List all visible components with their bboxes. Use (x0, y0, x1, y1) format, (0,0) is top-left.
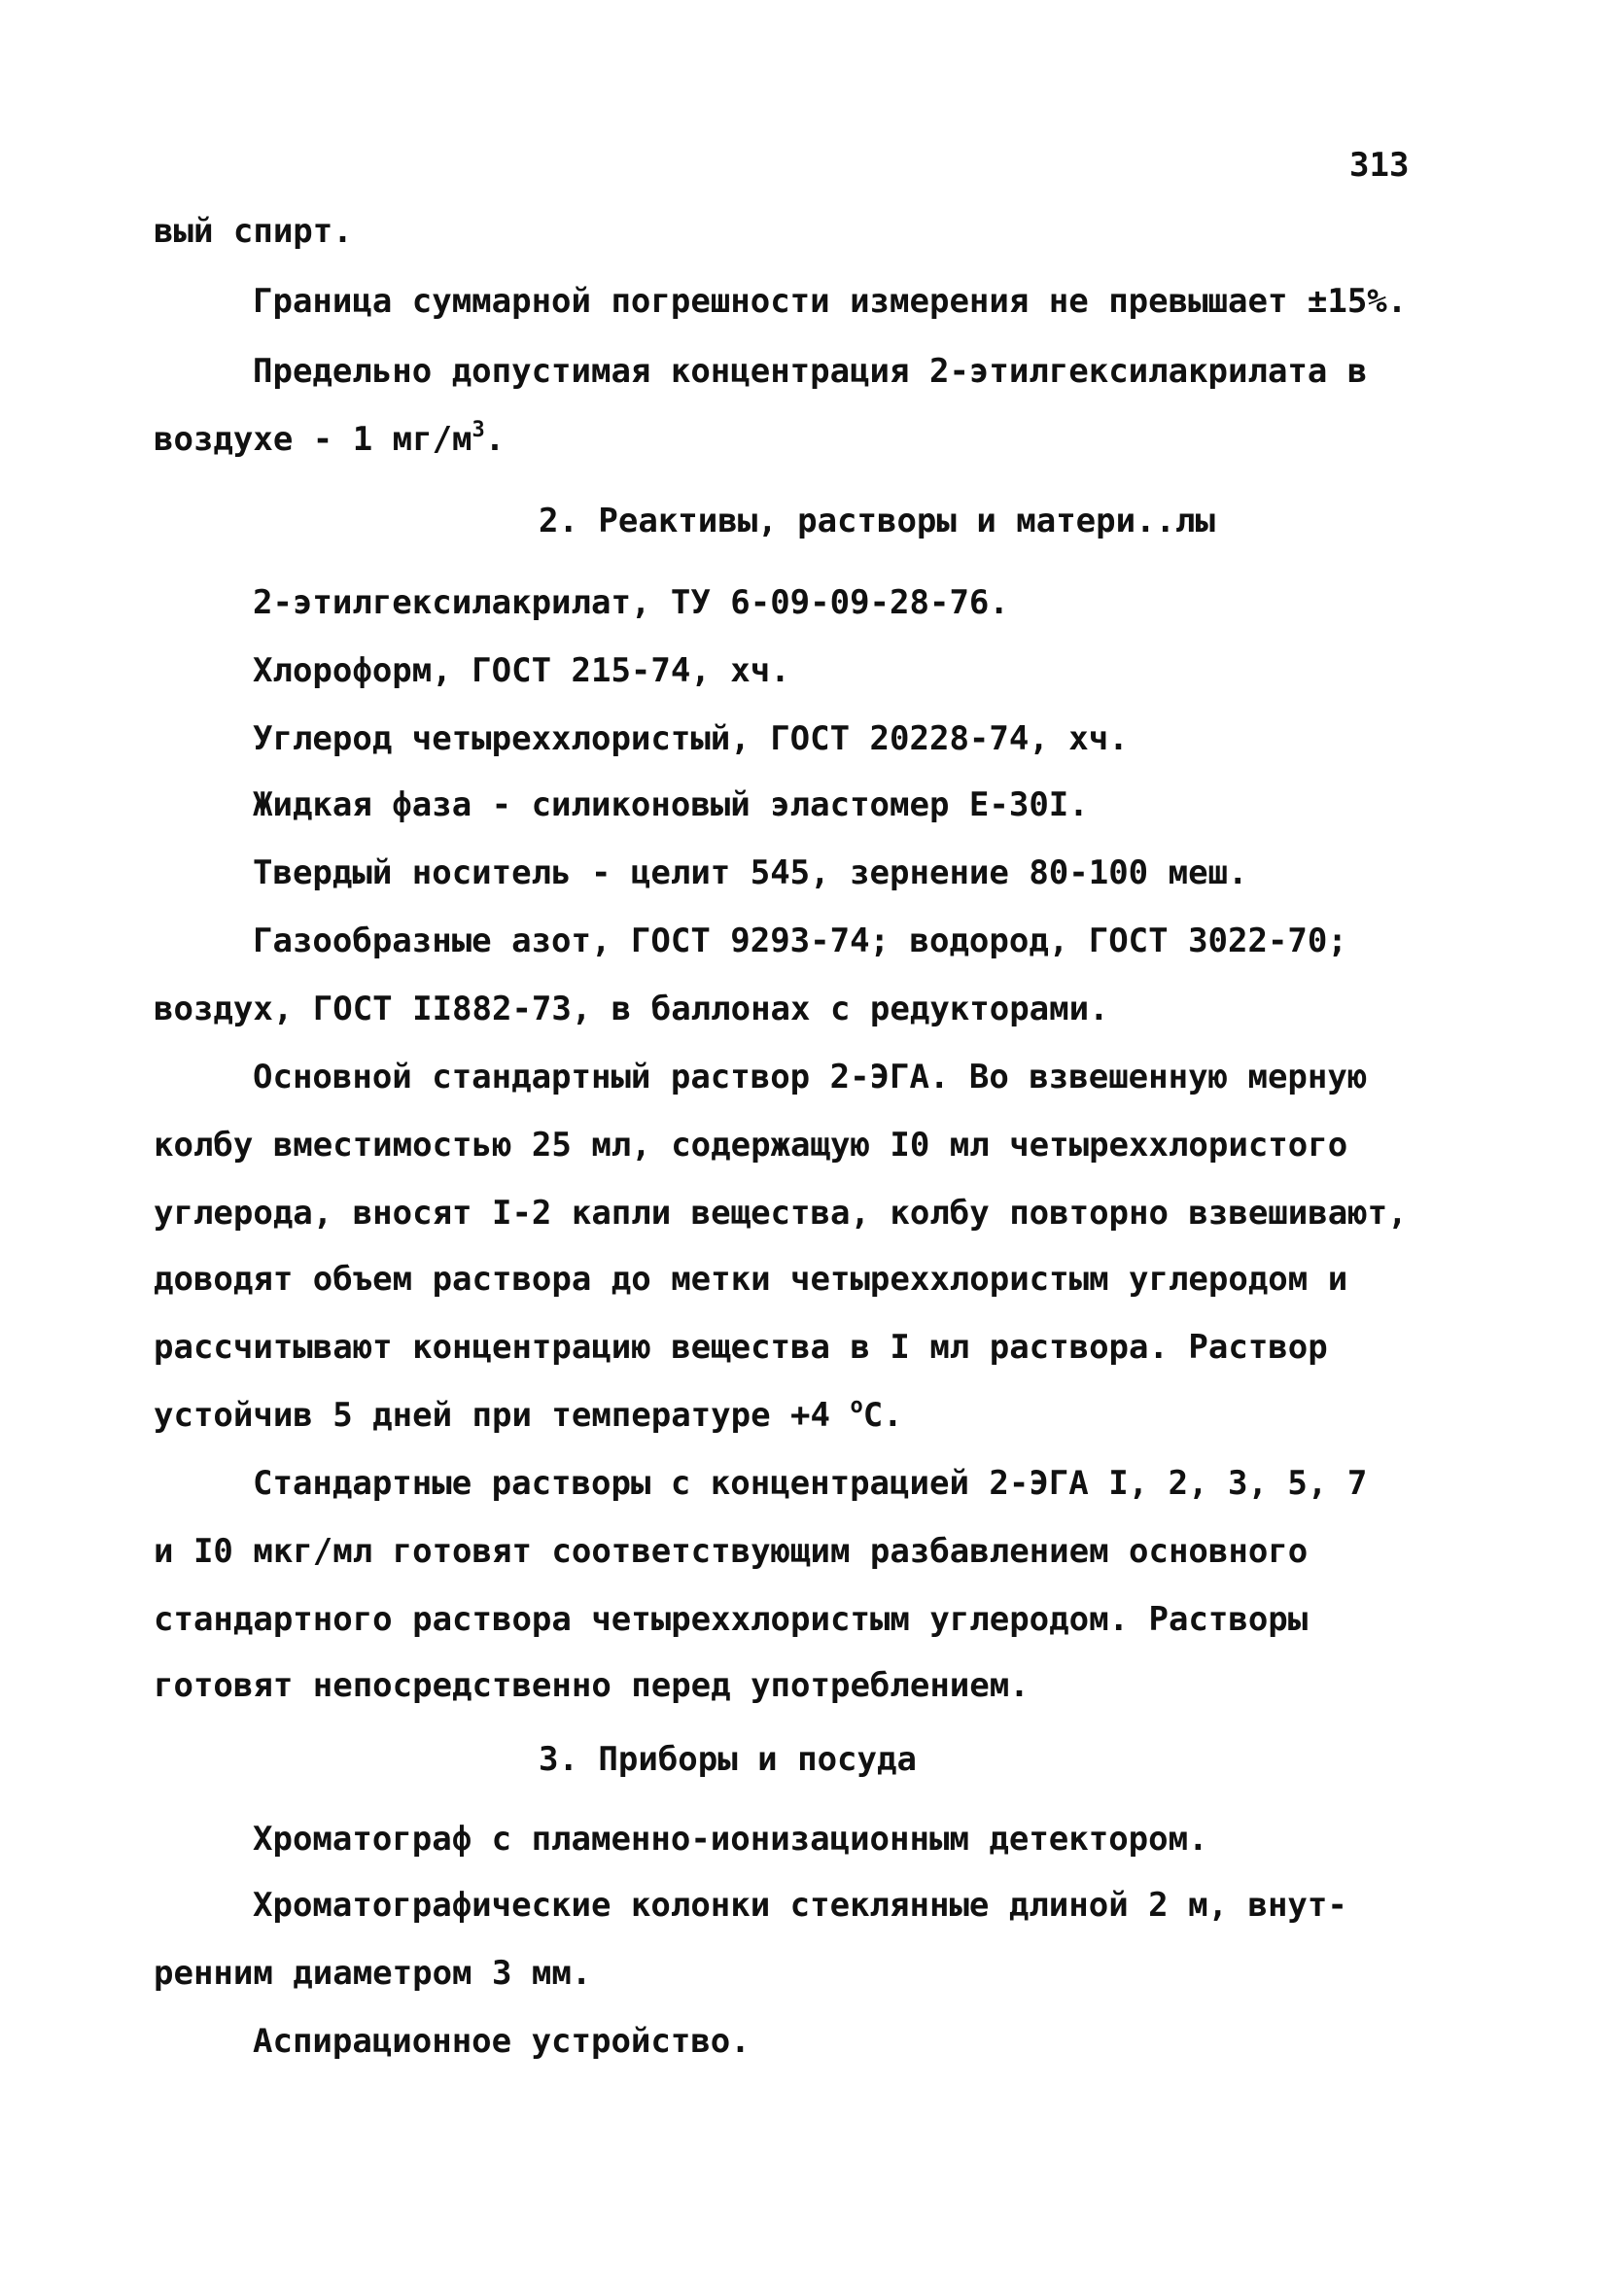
stability-unit: С. (862, 1396, 903, 1435)
equipment-item: Хроматографические колонки стеклянные длиной 2 м, внут- (253, 1886, 1347, 1925)
standard-solutions-line: Стандартные растворы с концентрацией 2-ЭГА I, 2, 3, 5, 7 (253, 1464, 1368, 1503)
reagent-item: воздух, ГОСТ II882-73, в баллонах с редукторами. (154, 990, 1109, 1028)
equipment-item: Аспирационное устройство. (253, 2022, 751, 2061)
stability-line (154, 1396, 903, 1435)
stock-solution-line: Основной стандартный раствор 2-ЭГА. Во взвешенную мерную (253, 1058, 1368, 1096)
degree-superscript: о (850, 1394, 863, 1418)
standard-solutions-line: стандартного раствора четыреххлористым углеродом. Растворы (154, 1600, 1309, 1639)
equipment-item: ренним диаметром 3 мм. (154, 1954, 592, 1993)
error-limit-line: Граница суммарной погрешности измерения не превышает ±15%. (253, 282, 1408, 321)
section-3-heading: 3. Приборы и посуда (539, 1740, 917, 1779)
stock-solution-line: доводят объем раствора до метки четыреххлористым углеродом и (154, 1260, 1348, 1299)
reagent-item: Углерод четыреххлористый, ГОСТ 20228-74, хч. (253, 719, 1129, 758)
standard-solutions-line: готовят непосредственно перед употреблением. (154, 1666, 1030, 1705)
mac-line-2 (154, 420, 505, 459)
reagent-item: 2-этилгексилакрилат, ТУ 6-09-09-28-76. (253, 583, 1009, 622)
intro-tail-line: вый спирт. (154, 212, 353, 251)
stability-text: устойчив 5 дней при температуре +4 (154, 1396, 851, 1435)
mac-superscript: 3 (472, 418, 485, 442)
reagent-item: Твердый носитель - целит 545, зернение 80-100 меш. (253, 853, 1248, 892)
reagent-item: Газообразные азот, ГОСТ 9293-74; водород, ГОСТ 3022-70; (253, 922, 1347, 960)
equipment-item: Хроматограф с пламенно-ионизационным детектором. (253, 1820, 1208, 1859)
mac-line-1: Предельно допустимая концентрация 2-этилгексилакрилата в (253, 352, 1368, 391)
standard-solutions-line: и I0 мкг/мл готовят соответствующим разбавлением основного (154, 1532, 1309, 1571)
mac-text: воздухе - 1 мг/м (154, 420, 472, 459)
stock-solution-line: углерода, вносят I-2 капли вещества, колбу повторно взвешивают, (154, 1194, 1408, 1233)
reagent-item: Жидкая фаза - силиконовый эластомер Е-30I. (253, 785, 1089, 824)
section-2-heading: 2. Реактивы, растворы и матери..лы (539, 502, 1215, 540)
stock-solution-line: колбу вместимостью 25 мл, содержащую I0 мл четыреххлористого (154, 1126, 1348, 1165)
page-number: 313 (1349, 146, 1410, 185)
reagent-item: Хлороформ, ГОСТ 215-74, хч. (253, 651, 790, 690)
stock-solution-line: рассчитывают концентрацию вещества в I мл раствора. Раствор (154, 1328, 1328, 1367)
mac-period: . (484, 420, 506, 459)
